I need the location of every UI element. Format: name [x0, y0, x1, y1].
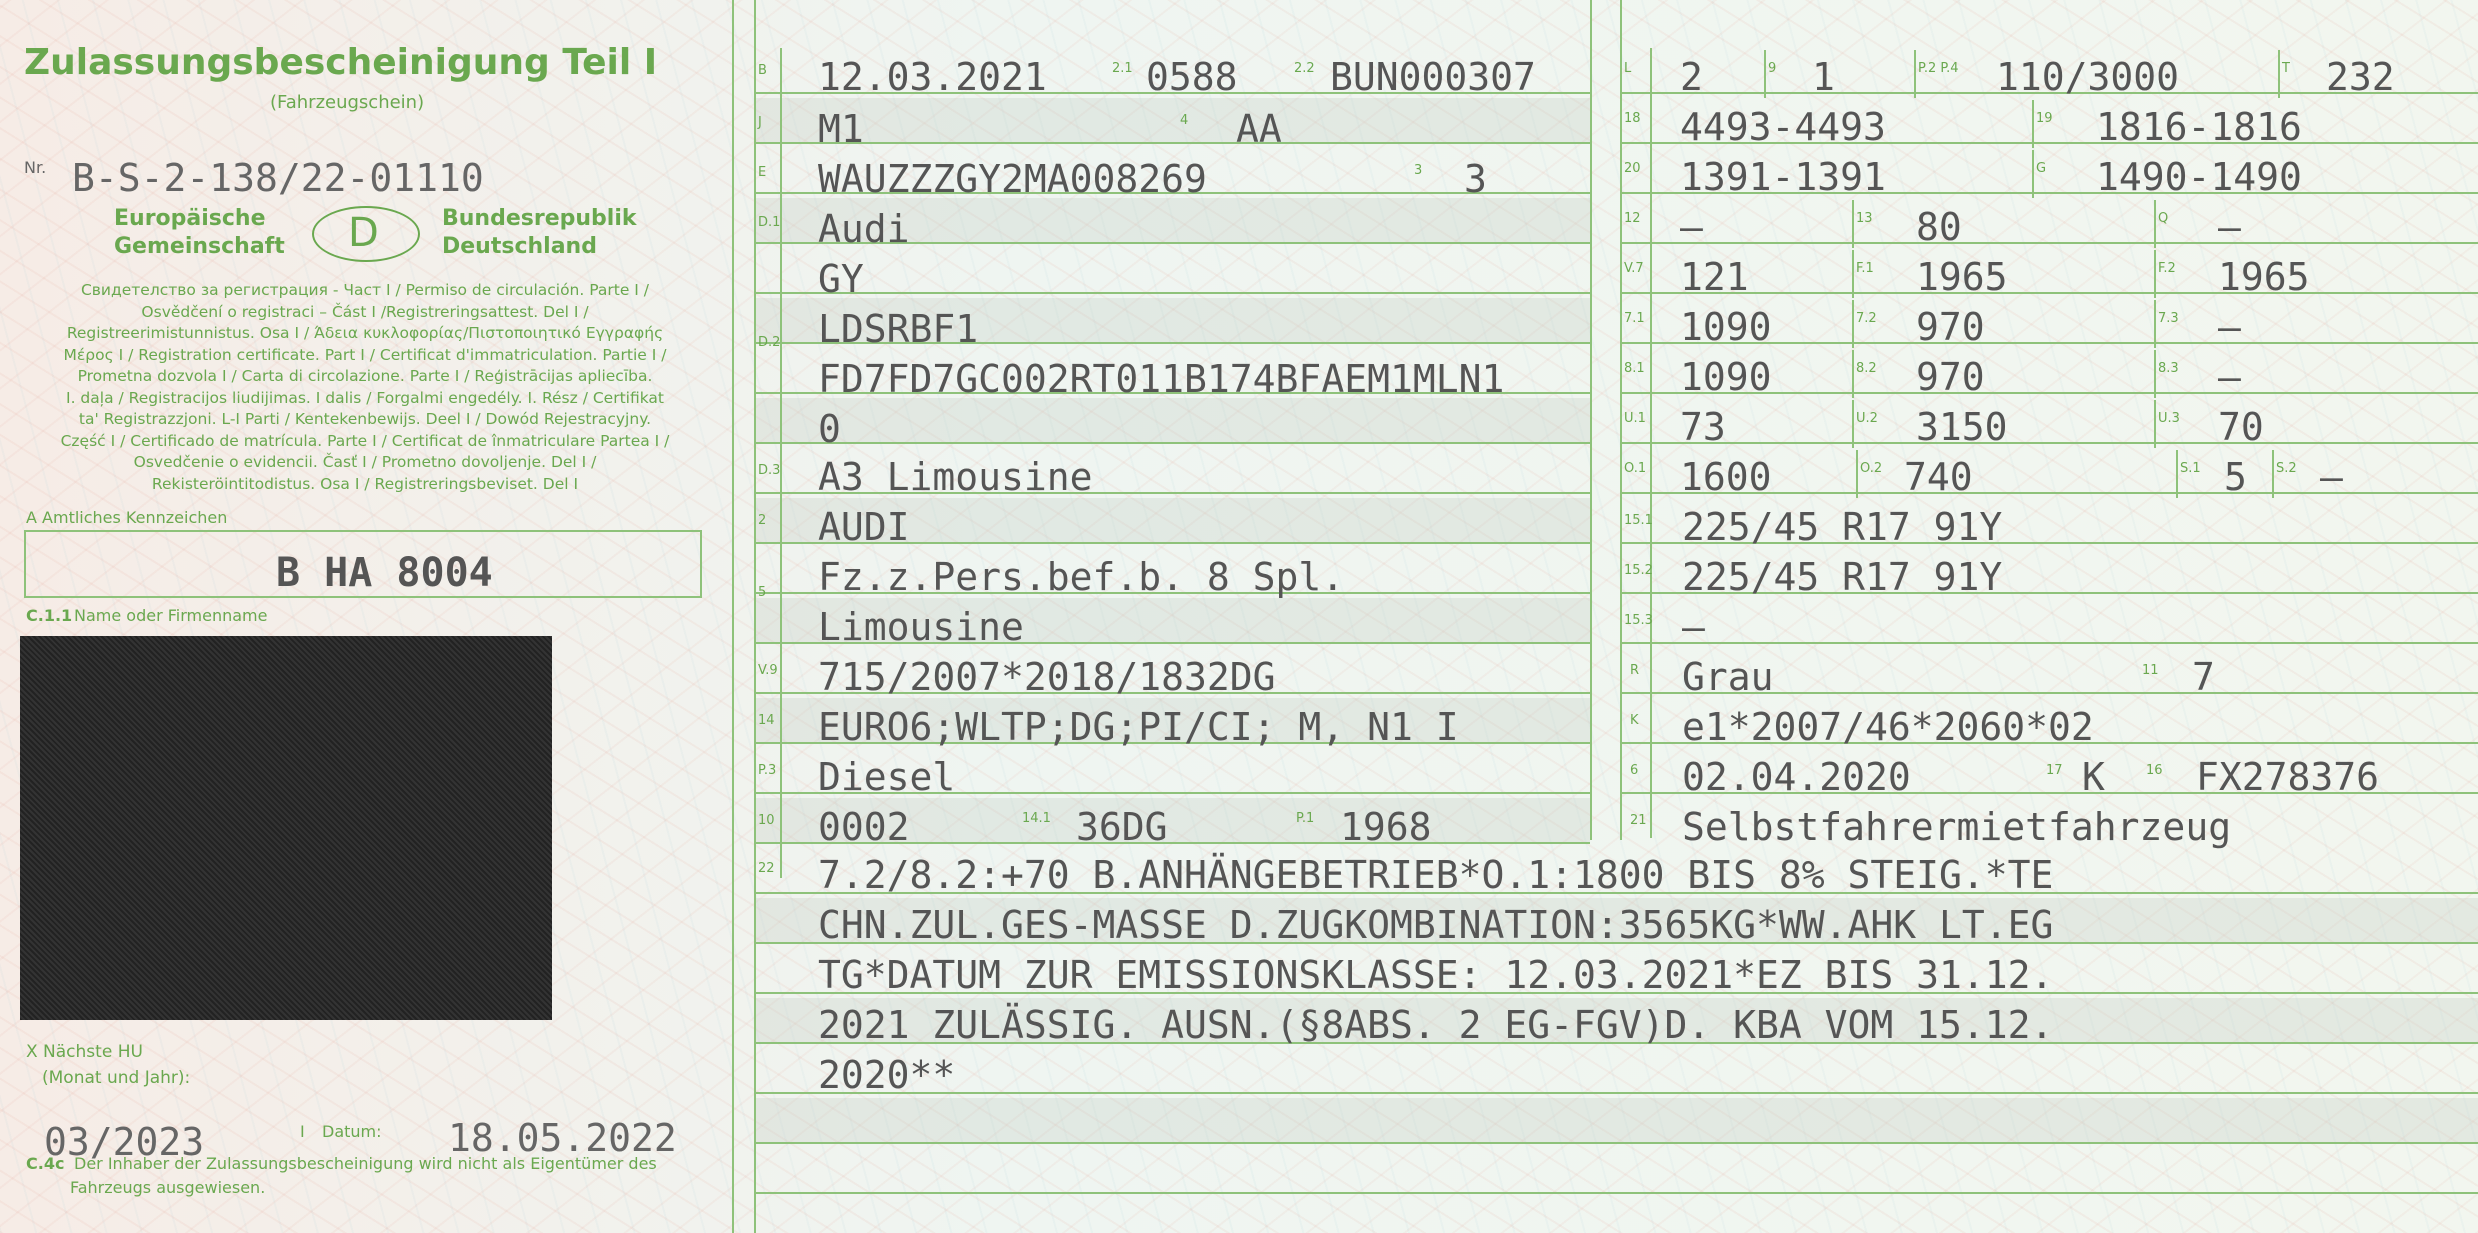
right-code: 8.1	[1624, 361, 1645, 376]
right-value: –	[2218, 305, 2241, 349]
row-band	[756, 1098, 2478, 1142]
grid-line	[754, 292, 1590, 294]
c11-code: C.1.1	[26, 606, 73, 625]
field-r-colour: Grau	[1682, 655, 1774, 699]
eu-label-2: Gemeinschaft	[114, 234, 285, 259]
right-code: V.7	[1624, 261, 1644, 276]
right-code: U.2	[1856, 411, 1878, 426]
datum-value: 18.05.2022	[448, 1116, 677, 1160]
right-code: T	[2282, 61, 2290, 76]
right-value: 3150	[1916, 405, 2008, 449]
field-2-2: BUN000307	[1330, 55, 1536, 99]
right-value: 110/3000	[1996, 55, 2180, 99]
cell-divider	[2154, 250, 2156, 298]
right-value: 740	[1904, 455, 1973, 499]
hu-value: 03/2023	[44, 1120, 205, 1164]
translation-line: Część I / Certificado de matrícula. Parte I / Certificat de înmatriculare Partea I /	[60, 431, 670, 450]
remarks-line: CHN.ZUL.GES-MASSE D.ZUGKOMBINATION:3565KG*WW.AHK LT.EG	[818, 903, 2054, 947]
field-d2-extra: 0	[818, 407, 841, 451]
right-code: 13	[1856, 211, 1873, 226]
right-value: 232	[2326, 55, 2395, 99]
code-16: 16	[2146, 763, 2163, 778]
cell-divider	[1852, 400, 1854, 448]
field-d1-make: Audi	[818, 207, 910, 251]
right-value: 70	[2218, 405, 2264, 449]
translation-line: Rekisteröintitodistus. Osa I / Registreringsbeviset. Del I	[151, 474, 579, 493]
document-title: Zulassungsbescheinigung Teil I	[24, 42, 658, 83]
field-p3-fuel: Diesel	[818, 755, 956, 799]
code-17: 17	[2046, 763, 2063, 778]
row-band	[756, 398, 1590, 442]
code-e: E	[758, 165, 767, 180]
c4c-line-1: Der Inhaber der Zulassungsbescheinigung wird nicht als Eigentümer des	[74, 1154, 657, 1173]
cell-divider	[1914, 50, 1916, 98]
translations-block	[20, 280, 710, 495]
right-code: O.1	[1624, 461, 1647, 476]
code-d2: D.2	[758, 335, 781, 350]
license-plate: B HA 8004	[276, 550, 493, 596]
field-e-vin: WAUZZZGY2MA008269	[818, 157, 1207, 201]
nr-label: Nr.	[24, 158, 47, 177]
field-d2-variant: LDSRBF1	[818, 307, 979, 351]
field-j-vehicle-class: M1	[818, 107, 864, 151]
right-value: 1600	[1680, 455, 1772, 499]
cell-divider	[2154, 200, 2156, 248]
redacted-owner-block	[20, 636, 552, 1020]
field-p1-displacement: 1968	[1340, 805, 1432, 849]
field-k-type-approval: e1*2007/46*2060*02	[1682, 705, 2094, 749]
field-d2-version: FD7FD7GC002RT011B174BFAEM1MLN1	[818, 357, 1505, 401]
code-15-3: 15.3	[1624, 613, 1653, 628]
cell-divider	[1852, 200, 1854, 248]
code-14-1: 14.1	[1022, 811, 1051, 826]
cell-divider	[2154, 350, 2156, 398]
code-5: 5	[758, 585, 767, 600]
field-15-1-tyre-front: 225/45 R17 91Y	[1682, 505, 2003, 549]
field-5-designation: Fz.z.Pers.bef.b. 8 Spl.	[818, 555, 1345, 599]
code-14: 14	[758, 713, 775, 728]
divider-center-1	[1590, 0, 1592, 840]
code-4: 4	[1180, 113, 1189, 128]
translation-line: I. daļa / Registracijos liudijimas. I dalis / Forgalmi engedély. I. Rész / Certifikat	[66, 388, 664, 407]
cell-divider	[2278, 50, 2280, 98]
right-value: 5	[2224, 455, 2247, 499]
cell-divider	[2154, 300, 2156, 348]
cell-divider	[1764, 50, 1766, 98]
grid-line	[754, 1142, 2478, 1144]
field-d3-commercial-name: A3 Limousine	[818, 455, 1093, 499]
code-j: J	[758, 115, 762, 130]
right-value: –	[2320, 455, 2343, 499]
right-value: –	[1680, 205, 1703, 249]
code-d1: D.1	[758, 215, 781, 230]
right-code: 12	[1624, 211, 1641, 226]
translation-line: Prometna dozvola I / Carta di circolazione. Parte I / Reģistrācijas apliecība.	[77, 367, 653, 385]
c4c-code: C.4c	[26, 1154, 65, 1173]
code-11: 11	[2142, 663, 2159, 678]
field-3-check-digit: 3	[1464, 157, 1487, 201]
translation-line: Свидетелство за регистрация - Част I / Permiso de circulación. Parte I /	[80, 281, 650, 299]
code-b: B	[758, 63, 767, 78]
right-code: F.2	[2158, 261, 2176, 276]
right-value: –	[2218, 355, 2241, 399]
field-10: 0002	[818, 805, 910, 849]
code-15-2: 15.2	[1624, 563, 1653, 578]
grid-line	[754, 1192, 2478, 1194]
field-b-first-registration: 12.03.2021	[818, 55, 1047, 99]
certificate-number: B-S-2-138/22-01110	[72, 156, 484, 200]
cell-divider	[2032, 150, 2034, 198]
field-14-1: 36DG	[1076, 805, 1168, 849]
hu-label: X Nächste HU	[26, 1042, 143, 1062]
right-code: O.2	[1860, 461, 1883, 476]
brd-label-1: Bundesrepublik	[442, 206, 637, 231]
country-code: D	[348, 210, 379, 256]
code-2-1: 2.1	[1112, 61, 1133, 76]
field-4-body: AA	[1236, 107, 1282, 151]
right-value: 4493-4493	[1680, 105, 1886, 149]
cell-divider	[1856, 450, 1858, 498]
right-code: U.3	[2158, 411, 2180, 426]
right-value: –	[2218, 205, 2241, 249]
code-column-line	[1650, 48, 1652, 838]
grid-line	[1620, 242, 2478, 244]
code-21: 21	[1630, 813, 1647, 828]
right-code: 8.3	[2158, 361, 2179, 376]
right-code: 18	[1624, 111, 1641, 126]
right-value: 1090	[1680, 355, 1772, 399]
right-value: 970	[1916, 355, 1985, 399]
divider-center-2	[1620, 0, 1622, 840]
code-2: 2	[758, 513, 767, 528]
right-code: 7.1	[1624, 311, 1645, 326]
right-code: F.1	[1856, 261, 1874, 276]
field-d2-type: GY	[818, 257, 864, 301]
right-value: 121	[1680, 255, 1749, 299]
field-14-emission-text: EURO6;WLTP;DG;PI/CI; M, N1 I	[818, 705, 1459, 749]
translation-line: Μέρος I / Registration certificate. Part I / Certificat d'immatriculation. Partie I /	[63, 345, 667, 364]
field-15-2-tyre-rear: 225/45 R17 91Y	[1682, 555, 2003, 599]
cell-divider	[1852, 250, 1854, 298]
grid-line	[1620, 292, 2478, 294]
right-value: 1490-1490	[2096, 155, 2302, 199]
cell-divider	[2032, 100, 2034, 148]
c11-label: Name oder Firmenname	[74, 606, 268, 625]
right-value: 1965	[2218, 255, 2310, 299]
grid-line	[1620, 442, 2478, 444]
remarks-line: TG*DATUM ZUR EMISSIONSKLASSE: 12.03.2021*EZ BIS 31.12.	[818, 953, 2054, 997]
right-code: 9	[1768, 61, 1777, 76]
translation-line: Registreerimistunnistus. Osa I / Άδεια κυκλοφορίας/Πιστοποιητικό Εγγραφής	[66, 324, 664, 342]
right-code: L	[1624, 61, 1632, 76]
code-22: 22	[758, 861, 775, 876]
right-value: 970	[1916, 305, 1985, 349]
right-value: 1391-1391	[1680, 155, 1886, 199]
right-value: 2	[1680, 55, 1703, 99]
code-p1: P.1	[1296, 811, 1315, 826]
translation-line: Osvedčenie o evidencii. Časť I / Prometno dovoljenje. Del I /	[133, 453, 597, 471]
code-v9: V.9	[758, 663, 778, 678]
divider-left-outer	[732, 0, 734, 1233]
code-p3: P.3	[758, 763, 777, 778]
code-r: R	[1630, 663, 1640, 678]
right-value: 1965	[1916, 255, 2008, 299]
cell-divider	[1852, 350, 1854, 398]
right-code: G	[2036, 161, 2047, 176]
field-5-body-type: Limousine	[818, 605, 1024, 649]
grid-line	[754, 1092, 2478, 1094]
cell-divider	[2272, 450, 2274, 498]
right-code: 7.2	[1856, 311, 1877, 326]
brd-label-2: Deutschland	[442, 234, 597, 259]
right-value: 80	[1916, 205, 1962, 249]
hu-sublabel: (Monat und Jahr):	[42, 1068, 191, 1088]
code-6: 6	[1630, 763, 1639, 778]
field-17: K	[2082, 755, 2105, 799]
code-15-1: 15.1	[1624, 513, 1653, 528]
code-2-2: 2.2	[1294, 61, 1315, 76]
field-6-date: 02.04.2020	[1682, 755, 1911, 799]
right-value: 1816-1816	[2096, 105, 2302, 149]
field-2-1: 0588	[1146, 55, 1238, 99]
i-code: I	[300, 1122, 305, 1141]
row-band	[756, 98, 1590, 142]
translation-line: ta' Registrazzjoni. L-I Parti / Kentekenbewijs. Deel I / Dowód Rejestracyjny.	[78, 410, 652, 428]
right-code: 8.2	[1856, 361, 1877, 376]
right-code: S.1	[2180, 461, 2201, 476]
datum-label: Datum:	[322, 1122, 382, 1141]
code-k: K	[1630, 713, 1639, 728]
right-code: 19	[2036, 111, 2053, 126]
right-code: U.1	[1624, 411, 1646, 426]
plate-label: A Amtliches Kennzeichen	[26, 508, 228, 527]
right-value: 73	[1680, 405, 1726, 449]
right-value: 1	[1812, 55, 1835, 99]
field-2-manufacturer: AUDI	[818, 505, 910, 549]
right-code: P.2 P.4	[1918, 61, 1959, 76]
right-code: S.2	[2276, 461, 2297, 476]
document-subtitle: (Fahrzeugschein)	[270, 92, 425, 113]
code-10: 10	[758, 813, 775, 828]
cell-divider	[2176, 450, 2178, 498]
cell-divider	[1852, 300, 1854, 348]
remarks-line: 2021 ZULÄSSIG. AUSN.(§8ABS. 2 EG-FGV)D. KBA VOM 15.12.	[818, 1003, 2054, 1047]
grid-line	[754, 442, 1590, 444]
code-column-line	[780, 48, 782, 878]
field-11: 7	[2192, 655, 2215, 699]
right-code: 20	[1624, 161, 1641, 176]
grid-line	[754, 142, 1590, 144]
field-v9-emission-class: 715/2007*2018/1832DG	[818, 655, 1276, 699]
grid-line	[1620, 642, 2478, 644]
field-15-3: –	[1682, 605, 1705, 649]
right-code: Q	[2158, 211, 2169, 226]
field-16-document-number: FX278376	[2196, 755, 2380, 799]
remarks-line: 7.2/8.2:+70 B.ANHÄNGEBETRIEB*O.1:1800 BIS 8% STEIG.*TE	[818, 853, 2054, 897]
translation-line: Osvědčení o registraci – Část I /Registreringsattest. Del I /	[141, 302, 589, 321]
eu-label-1: Europäische	[114, 206, 266, 231]
code-3: 3	[1414, 163, 1423, 178]
remarks-line: 2020**	[818, 1053, 956, 1097]
cell-divider	[2154, 400, 2156, 448]
right-code: 7.3	[2158, 311, 2179, 326]
field-21-remarks: Selbstfahrermietfahrzeug	[1682, 805, 2232, 849]
code-d3: D.3	[758, 463, 781, 478]
c4c-line-2: Fahrzeugs ausgewiesen.	[70, 1178, 266, 1197]
right-value: 1090	[1680, 305, 1772, 349]
